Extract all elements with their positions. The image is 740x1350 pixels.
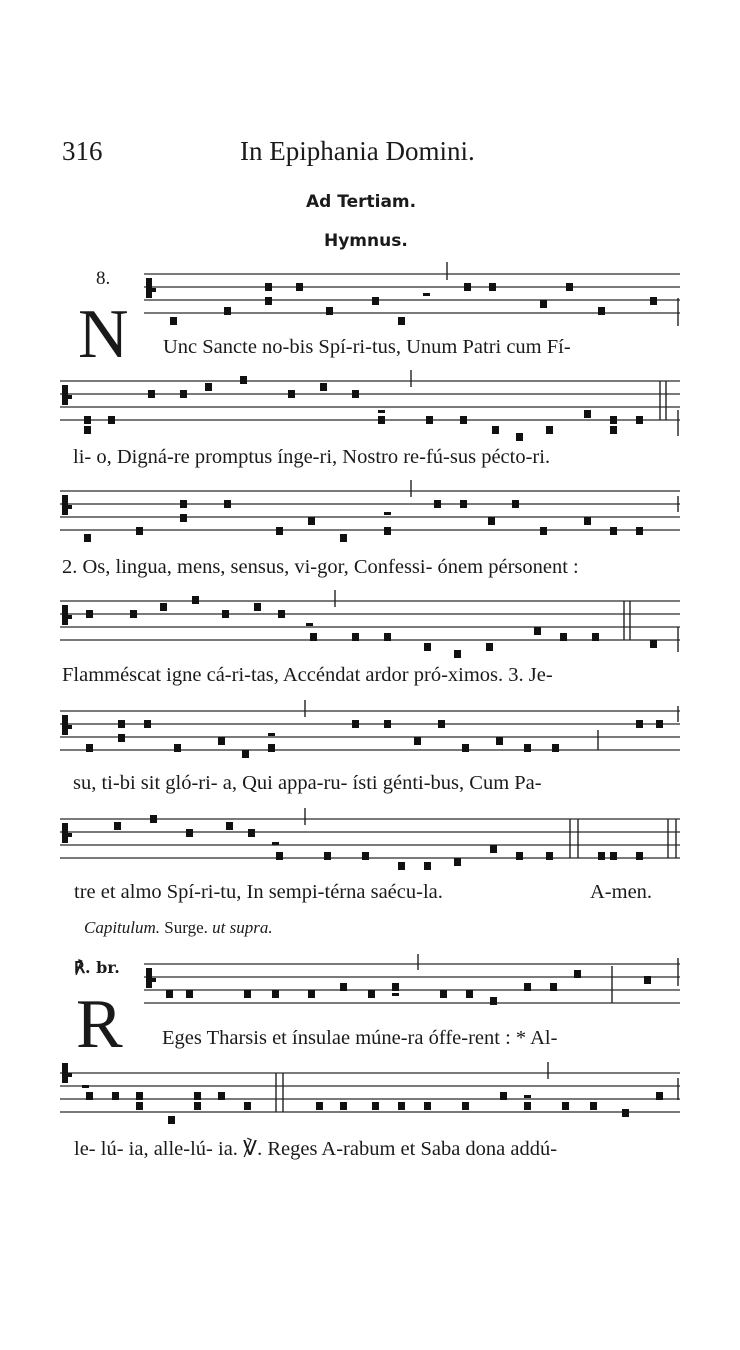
lyric-line-4: Flamméscat igne cá-ri-tas, Accéndat ardor pró-ximos. 3. Je- [62, 664, 553, 686]
responsory-label: ℟. br. [74, 958, 120, 977]
capitulum-ref: ut supra. [212, 918, 273, 937]
capitulum-text: Surge. [164, 918, 208, 937]
lyric-line-3: 2. Os, lingua, mens, sensus, vi-gor, Confessi- ónem pérsonent : [62, 556, 579, 578]
staff-7 [144, 954, 680, 1005]
page-number: 316 [62, 136, 103, 166]
responsory-line-2: le- lú- ia, alle-lú- ia. ℣. Reges A-rabum et Saba dona addú- [74, 1138, 558, 1160]
amen: A-men. [590, 881, 653, 903]
staff-3 [60, 480, 680, 542]
responsory-initial: R [76, 986, 123, 1063]
hymn-initial: N [78, 296, 129, 373]
staff-8 [60, 1062, 680, 1124]
responsory-line-1: Eges Tharsis et ínsulae múne-ra óffe-rent : * Al- [162, 1027, 558, 1049]
staff-6 [60, 808, 680, 870]
capitulum-label: Capitulum. [84, 918, 161, 937]
lyric-line-6: tre et almo Spí-ri-tu, In sempi-térna saécu-la. [74, 881, 443, 903]
running-title: In Epiphania Domini. [240, 136, 475, 166]
lyric-line-1: Unc Sancte no-bis Spí-ri-tus, Unum Patri cum Fí- [163, 336, 571, 358]
staff-1 [144, 262, 680, 326]
hymn-heading: Hymnus. [324, 231, 408, 251]
mode-number: 8. [96, 268, 111, 289]
hour-heading: Ad Tertiam. [306, 192, 417, 212]
staff-5 [60, 700, 680, 758]
lyric-line-5: su, ti-bi sit gló-ri- a, Qui appa-ru- ísti génti-bus, Cum Pa- [73, 772, 542, 794]
staff-2 [60, 370, 680, 441]
staff-4 [60, 590, 680, 658]
lyric-line-2: li- o, Digná-re promptus ínge-ri, Nostro re-fú-sus pécto-ri. [73, 446, 551, 468]
capitulum-line [84, 918, 273, 938]
